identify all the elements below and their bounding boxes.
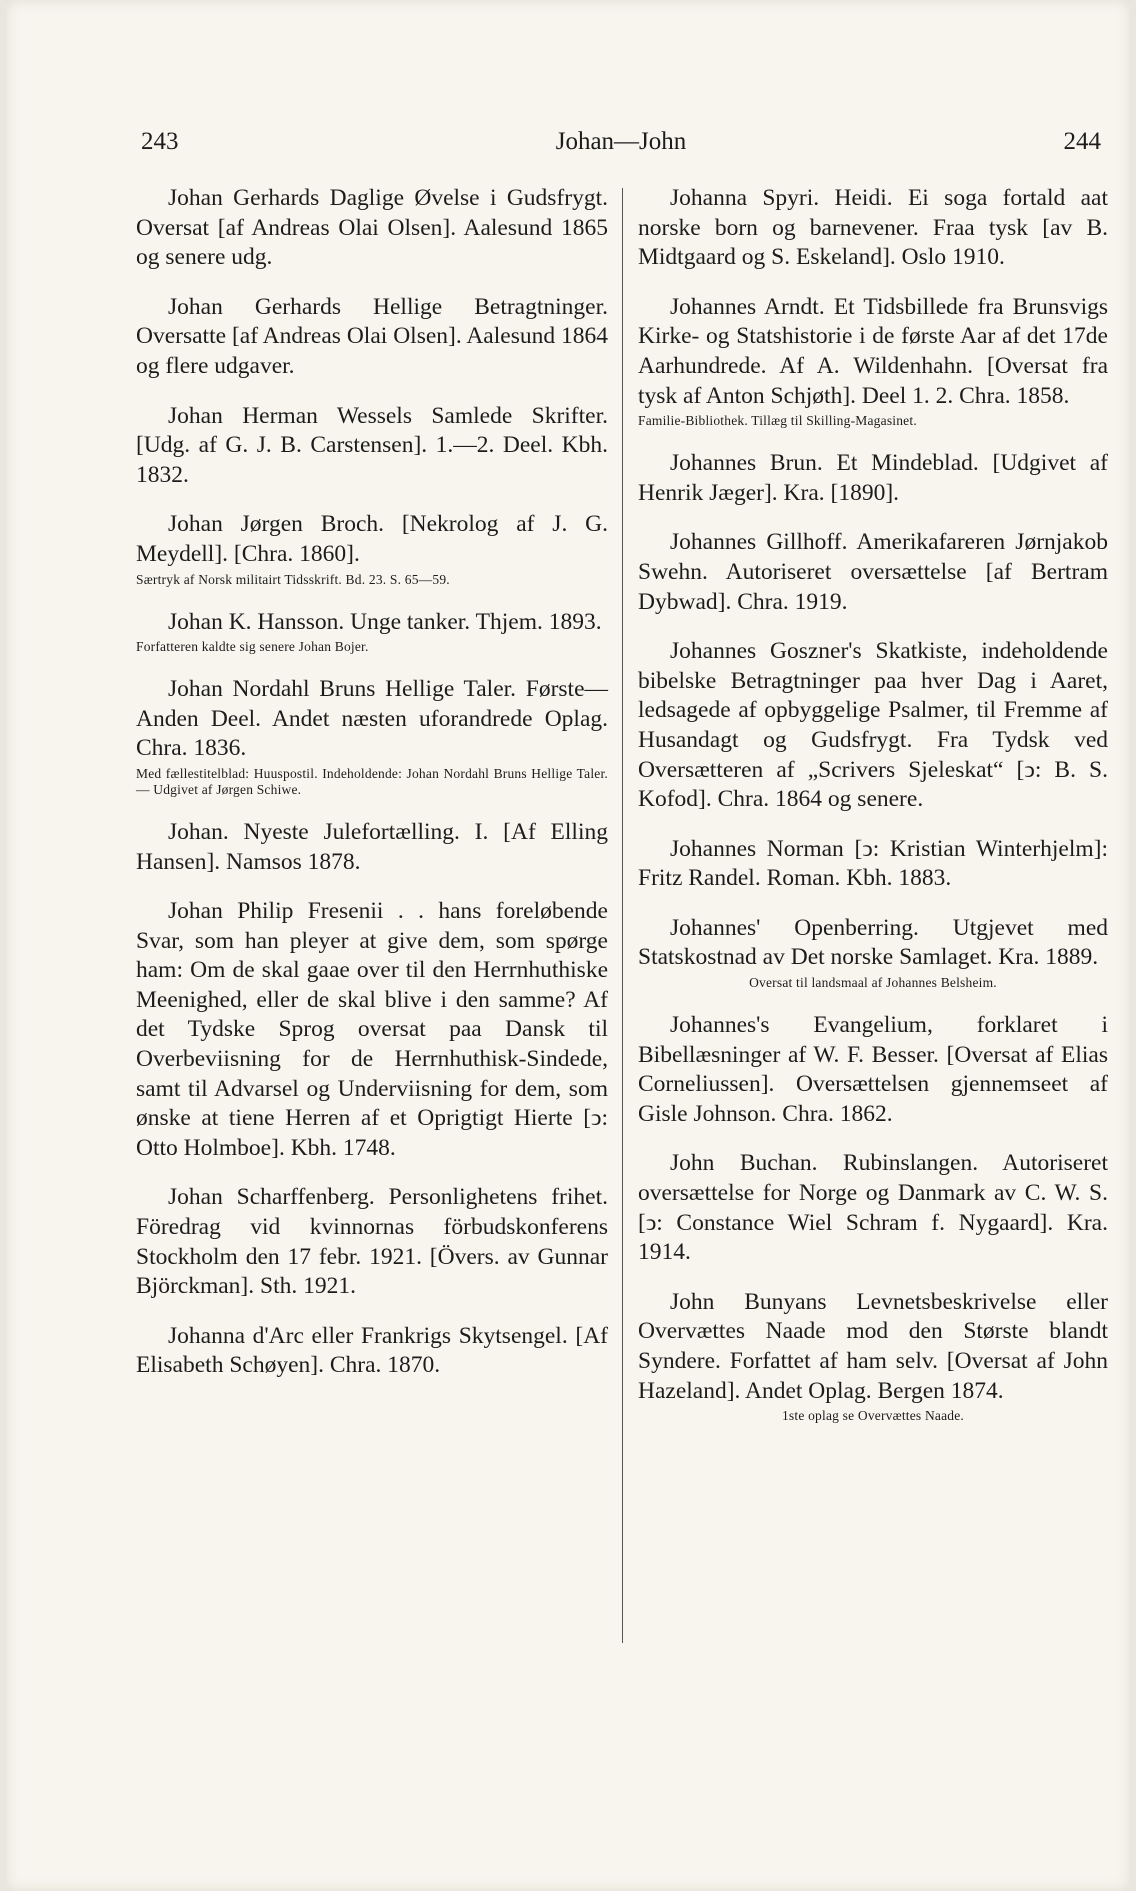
entry-text: Johannes Brun. Et Mindeblad. [Udgivet af Henrik Jæger]. Kra. [1890]. bbox=[638, 450, 1108, 506]
catalog-entry bbox=[136, 184, 608, 273]
catalog-entry bbox=[638, 293, 1108, 429]
running-title: Johan—John bbox=[555, 128, 687, 155]
entry-text: Johan. Nyeste Julefortælling. I. [Af Elling Hansen]. Namsos 1878. bbox=[136, 818, 608, 875]
entry-note: 1ste oplag se Overvættes Naade. bbox=[781, 1408, 965, 1424]
page-number-left: 243 bbox=[141, 128, 179, 155]
catalog-page bbox=[6, 0, 1130, 1891]
catalog-entry bbox=[136, 1322, 608, 1381]
catalog-entry bbox=[136, 608, 608, 656]
catalog-entry bbox=[638, 835, 1108, 894]
page-header bbox=[141, 128, 1101, 164]
entry-text: Johan Philip Fresenii . . hans foreløbende Svar, som han pleyer at give dem, som spørge ham: Om de skal gaae over til den Herrnhuthiske Meenighed, eller de skal blive i den samme? Af det Tydske Sprog oversat paa Dansk til Overbeviisning for de Herrnhuthisk-Sindede, samt til Advarsel og Underviisning for dem, som ønske at tiene Herren af et Oprigtigt Hierte [ↄ: Otto Holmboe]. Kbh. 1748. bbox=[136, 898, 608, 1161]
catalog-entry bbox=[136, 818, 608, 877]
catalog-entry bbox=[638, 1288, 1108, 1424]
right-column bbox=[638, 184, 1108, 1444]
entry-note: Særtryk af Norsk militairt Tidsskrift. Bd. 23. S. 65—59. bbox=[136, 571, 450, 587]
catalog-entry bbox=[638, 1149, 1108, 1267]
entry-text: Johan Gerhards Hellige Betragtninger. Oversatte [af Andreas Olai Olsen]. Aalesund 1864 og flere udgaver. bbox=[136, 293, 608, 379]
catalog-entry bbox=[136, 402, 608, 491]
entry-text: John Buchan. Rubinslangen. Autoriseret oversættelse for Norge og Danmark av C. W. S. [ↄ: Constance Wiel Schram f. Nygaard]. Kra. 1914. bbox=[638, 1150, 1108, 1266]
catalog-entry bbox=[136, 897, 608, 1163]
entry-text: Johan Jørgen Broch. [Nekrolog af J. G. Meydell]. [Chra. 1860]. bbox=[136, 511, 608, 567]
catalog-entry bbox=[638, 184, 1108, 273]
entry-text: Johannes Gillhoff. Amerikafareren Jørnjakob Swehn. Autoriseret oversættelse [af Bertram Dybwad]. Chra. 1919. bbox=[638, 529, 1108, 615]
entry-text: Johan Herman Wessels Samlede Skrifter. [Udg. af G. J. B. Carstensen]. 1.—2. Deel. Kbh. 1832. bbox=[136, 402, 608, 488]
catalog-entry bbox=[136, 510, 608, 587]
catalog-entry bbox=[136, 675, 608, 798]
entry-text: Johannes' Openberring. Utgjevet med Statskostnad av Det norske Samlaget. Kra. 1889. bbox=[638, 914, 1108, 971]
entry-text: Johanna d'Arc eller Frankrigs Skytsengel. [Af Elisabeth Schøyen]. Chra. 1870. bbox=[136, 1322, 608, 1379]
catalog-entry bbox=[638, 637, 1108, 815]
page-number-right: 244 bbox=[1063, 128, 1101, 155]
left-column bbox=[136, 184, 608, 1401]
entry-note: Familie-Bibliothek. Tillæg til Skilling-Magasinet. bbox=[638, 413, 917, 429]
entry-text: Johannes Arndt. Et Tidsbillede fra Brunsvigs Kirke- og Statshistorie i de første Aar af det 17de Aarhundrede. Af A. Wildenhahn. [Oversat fra tysk af Anton Schjøth]. Deel 1. 2. Chra. 1858. bbox=[638, 293, 1108, 409]
entry-text: Johan K. Hansson. Unge tanker. Thjem. 1893. bbox=[168, 608, 602, 635]
entry-note: Forfatteren kaldte sig senere Johan Bojer. bbox=[136, 639, 369, 655]
entry-text: Johan Gerhards Daglige Øvelse i Gudsfrygt. Oversat [af Andreas Olai Olsen]. Aalesund 1865 og senere udg. bbox=[136, 185, 608, 271]
entry-text: Johan Scharffenberg. Personlighetens frihet. Föredrag vid kvinnornas förbudskonferens Stockholm den 17 febr. 1921. [Övers. av Gunnar Björckman]. Sth. 1921. bbox=[136, 1184, 608, 1300]
entry-text: Johan Nordahl Bruns Hellige Taler. Første—Anden Deel. Andet næsten uforandrede Oplag. Chra. 1836. bbox=[136, 676, 608, 762]
catalog-entry bbox=[638, 449, 1108, 508]
entry-note: Oversat til landsmaal af Johannes Belsheim. bbox=[749, 975, 997, 991]
catalog-entry bbox=[136, 293, 608, 382]
entry-text: Johanna Spyri. Heidi. Ei soga fortald aat norske born og barnevener. Fraa tysk [av B. Midtgaard og S. Eskeland]. Oslo 1910. bbox=[638, 185, 1108, 271]
column-divider bbox=[622, 188, 623, 1643]
entry-text: Johannes Goszner's Skatkiste, indeholdende bibelske Betragtninger paa hver Dag i Aaret, ledsagede af opbyggelige Psalmer, til Fremme af Husandagt og Gudsfrygt. Fra Tydsk ved Oversætteren af „Scrivers Sjeleskat“ [ↄ: B. S. Kofod]. Chra. 1864 og senere. bbox=[638, 638, 1108, 813]
entry-text: Johannes's Evangelium, forklaret i Bibellæsninger af W. F. Besser. [Oversat af Elias Corneliussen]. Oversættelsen gjennemseet af Gisle Johnson. Chra. 1862. bbox=[638, 1012, 1108, 1127]
catalog-entry bbox=[638, 914, 1108, 991]
entry-text: John Bunyans Levnetsbeskrivelse eller Overvættes Naade mod den Største blandt Syndere. Forfattet af ham selv. [Oversat af John Hazeland]. Andet Oplag. Bergen 1874. bbox=[638, 1288, 1108, 1404]
catalog-entry bbox=[638, 528, 1108, 617]
catalog-entry bbox=[638, 1011, 1108, 1129]
entry-note: Med fællestitelblad: Huuspostil. Indeholdende: Johan Nordahl Bruns Hellige Taler. — Udgivet af Jørgen Schiwe. bbox=[136, 765, 608, 797]
catalog-entry bbox=[136, 1183, 608, 1301]
entry-text: Johannes Norman [ↄ: Kristian Winterhjelm]: Fritz Randel. Roman. Kbh. 1883. bbox=[638, 835, 1108, 892]
